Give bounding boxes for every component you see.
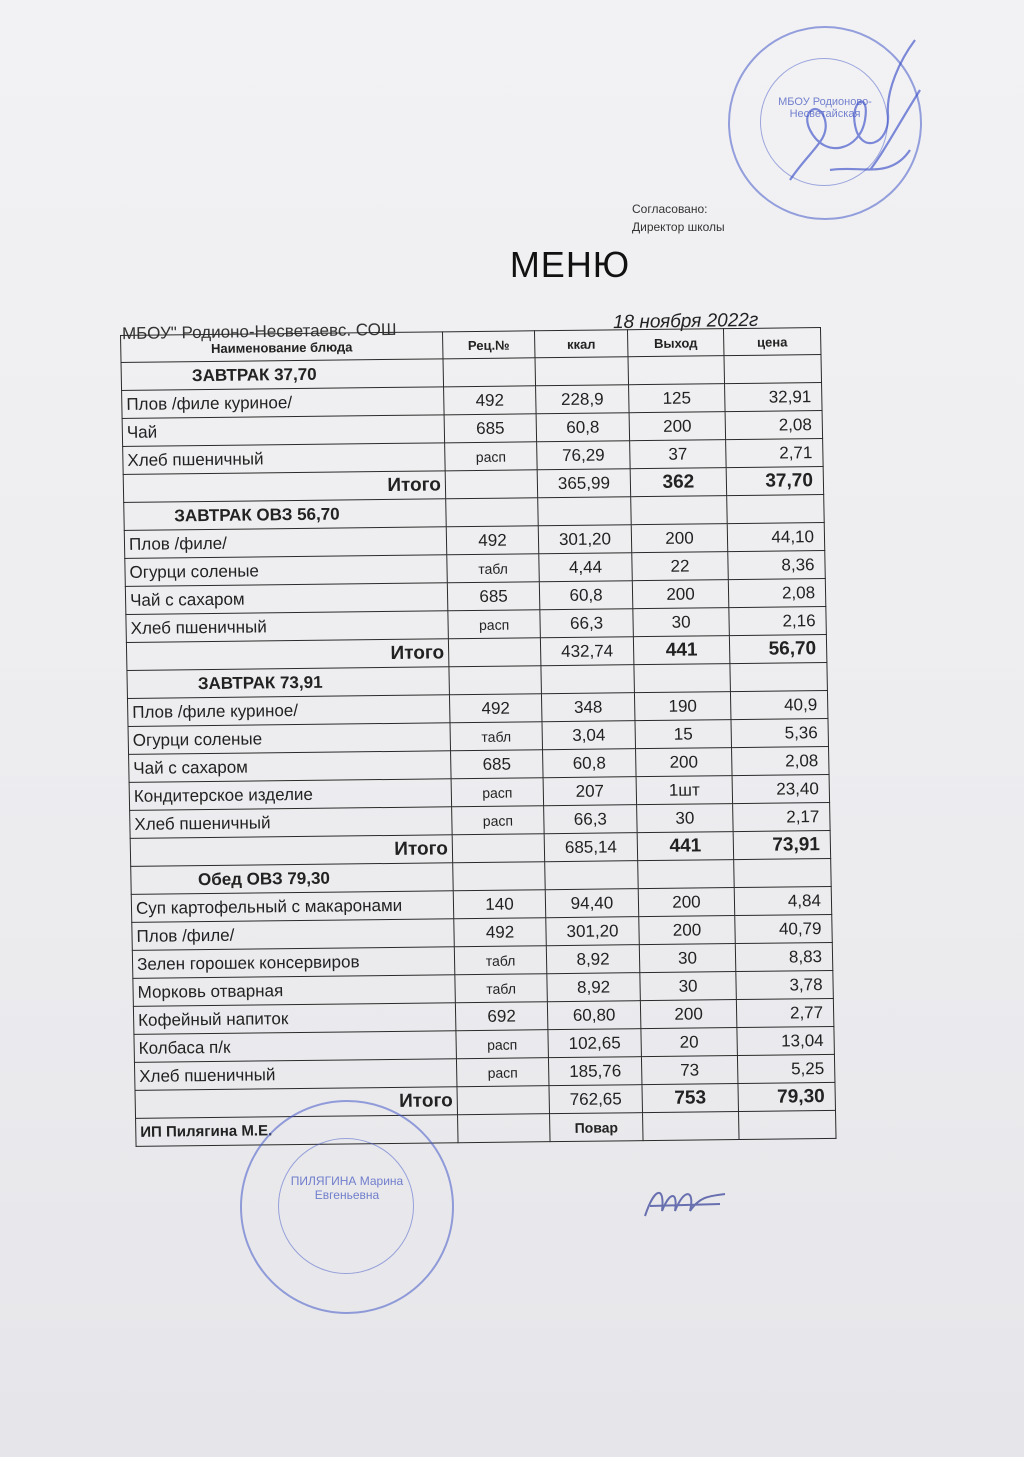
header-output: Выход <box>627 329 724 357</box>
seal-text: МБОУ Родионово-Несветайская <box>778 96 872 120</box>
kcal-value: 4,44 <box>539 553 633 582</box>
empty-cell <box>724 355 822 384</box>
recipe-number: 692 <box>455 1002 548 1031</box>
empty-cell <box>538 497 632 526</box>
header-price: цена <box>723 328 821 356</box>
kcal-value: 60,80 <box>547 1001 641 1030</box>
output-value: 200 <box>638 888 735 917</box>
dish-name: Огурци соленые <box>125 555 448 587</box>
dish-name: Хлеб пшеничный <box>126 611 449 643</box>
recipe-number: расп <box>456 1058 549 1087</box>
recipe-number: табл <box>447 554 540 583</box>
dish-name: Плов /филе куриное/ <box>127 695 450 727</box>
total-kcal: 365,99 <box>537 469 631 498</box>
total-kcal: 432,74 <box>540 637 634 666</box>
recipe-number: расп <box>452 806 545 835</box>
approval-role: Директор школы <box>632 220 725 234</box>
total-label: Итого <box>135 1087 458 1119</box>
dish-name: Колбаса п/к <box>134 1031 457 1063</box>
empty-cell <box>628 356 725 385</box>
total-output: 753 <box>642 1084 739 1113</box>
recipe-number: табл <box>455 974 548 1003</box>
kcal-value: 60,8 <box>543 749 637 778</box>
price-value: 3,78 <box>736 970 834 999</box>
output-value: 200 <box>636 748 733 777</box>
price-value: 4,84 <box>734 886 832 915</box>
price-value: 2,08 <box>728 579 826 608</box>
dish-name: Кофейный напиток <box>133 1003 456 1035</box>
director-signature <box>770 30 940 210</box>
output-value: 30 <box>633 608 730 637</box>
empty-cell <box>452 834 545 863</box>
kcal-value: 66,3 <box>540 609 634 638</box>
kcal-value: 60,8 <box>539 581 633 610</box>
kcal-value: 94,40 <box>545 889 639 918</box>
recipe-number: 685 <box>444 414 537 443</box>
price-value: 2,77 <box>736 998 834 1027</box>
kcal-value: 301,20 <box>538 525 632 554</box>
output-value: 30 <box>640 972 737 1001</box>
output-value: 73 <box>641 1056 738 1085</box>
total-kcal: 762,65 <box>549 1085 643 1114</box>
school-name: МБОУ" Родионо-Несветаевс. СОШ <box>121 319 397 344</box>
total-label: Итого <box>130 835 453 867</box>
empty-cell <box>739 1110 837 1139</box>
empty-cell <box>448 638 541 667</box>
empty-cell <box>541 665 635 694</box>
total-output: 441 <box>633 636 730 665</box>
menu-table <box>120 327 837 1147</box>
recipe-number: 492 <box>444 386 537 415</box>
empty-cell <box>727 495 825 524</box>
recipe-number: 492 <box>454 918 547 947</box>
kcal-value: 60,8 <box>536 413 630 442</box>
empty-cell <box>631 496 728 525</box>
total-output: 362 <box>630 468 727 497</box>
section-title: Обед ОВЗ 79,30 <box>131 863 454 895</box>
price-value: 2,08 <box>725 411 823 440</box>
output-value: 200 <box>640 1000 737 1029</box>
dish-name: Чай с сахаром <box>125 583 448 615</box>
total-label: Итого <box>123 471 446 503</box>
kcal-value: 207 <box>543 777 637 806</box>
empty-cell <box>458 1114 551 1143</box>
kcal-value: 8,92 <box>546 945 640 974</box>
page-title: МЕНЮ <box>509 244 631 285</box>
header-kcal: ккал <box>534 330 628 358</box>
empty-cell <box>734 858 832 887</box>
recipe-number: расп <box>445 442 538 471</box>
empty-cell <box>453 862 546 891</box>
recipe-number: 685 <box>451 750 544 779</box>
total-label: Итого <box>126 639 449 671</box>
price-value: 8,36 <box>728 551 826 580</box>
total-output: 441 <box>637 832 734 861</box>
dish-name: Зелен горошек консервиров <box>132 947 455 979</box>
total-price: 79,30 <box>738 1082 836 1111</box>
price-value: 8,83 <box>735 942 833 971</box>
total-price: 73,91 <box>733 830 831 859</box>
kcal-value: 185,76 <box>548 1057 642 1086</box>
output-value: 200 <box>632 580 729 609</box>
dish-name: Морковь отварная <box>133 975 456 1007</box>
recipe-number: расп <box>451 778 544 807</box>
kcal-value: 348 <box>541 693 635 722</box>
section-title: ЗАВТРАК 37,70 <box>121 359 444 391</box>
empty-cell <box>449 666 542 695</box>
total-price: 56,70 <box>729 635 827 664</box>
kcal-value: 8,92 <box>547 973 641 1002</box>
empty-cell <box>545 861 639 890</box>
empty-cell <box>730 663 828 692</box>
output-value: 200 <box>631 524 728 553</box>
price-value: 13,04 <box>737 1026 835 1055</box>
empty-cell <box>638 860 735 889</box>
section-title: ЗАВТРАК ОВЗ 56,70 <box>124 499 447 531</box>
empty-cell <box>634 664 731 693</box>
dish-name: Хлеб пшеничный <box>123 443 446 475</box>
dish-name: Суп картофельный с макаронами <box>131 891 454 923</box>
header-recipe-number: Рец.№ <box>442 331 535 359</box>
kcal-value: 102,65 <box>548 1029 642 1058</box>
vendor-name: ИП Пилягина М.Е. <box>136 1115 459 1147</box>
approval-label: Согласовано: <box>632 202 708 216</box>
empty-cell <box>445 470 538 499</box>
role-label: Повар <box>550 1113 644 1142</box>
recipe-number: 685 <box>447 582 540 611</box>
price-value: 2,71 <box>726 439 824 468</box>
dish-name: Хлеб пшеничный <box>130 807 453 839</box>
dish-name: Плов /филе/ <box>124 527 447 559</box>
output-value: 125 <box>629 384 726 413</box>
empty-cell <box>443 358 536 387</box>
approval-block <box>632 200 725 236</box>
dish-name: Плов /филе куриное/ <box>122 387 445 419</box>
dish-name: Чай с сахаром <box>129 751 452 783</box>
dish-name: Хлеб пшеничный <box>134 1059 457 1091</box>
price-value: 5,25 <box>737 1054 835 1083</box>
vendor-seal-inner-ring <box>278 1138 414 1274</box>
cook-signature <box>640 1176 730 1226</box>
output-value: 22 <box>632 552 729 581</box>
recipe-number: 492 <box>449 694 542 723</box>
empty-cell <box>535 357 629 386</box>
price-value: 2,08 <box>732 746 830 775</box>
output-value: 30 <box>639 944 736 973</box>
output-value: 190 <box>634 692 731 721</box>
empty-cell <box>457 1086 550 1115</box>
recipe-number: табл <box>454 946 547 975</box>
dish-name: Плов /филе/ <box>132 919 455 951</box>
output-value: 30 <box>637 804 734 833</box>
price-value: 40,79 <box>735 914 833 943</box>
price-value: 2,16 <box>729 607 827 636</box>
section-title: ЗАВТРАК 73,91 <box>127 667 450 699</box>
output-value: 1шт <box>636 776 733 805</box>
recipe-number: расп <box>456 1030 549 1059</box>
price-value: 2,17 <box>733 802 831 831</box>
kcal-value: 301,20 <box>546 917 640 946</box>
empty-cell <box>446 498 539 527</box>
price-value: 5,36 <box>731 718 829 747</box>
recipe-number: табл <box>450 722 543 751</box>
total-price: 37,70 <box>726 467 824 496</box>
recipe-number: расп <box>448 610 541 639</box>
signature-cell <box>643 1112 740 1141</box>
output-value: 37 <box>630 440 727 469</box>
kcal-value: 3,04 <box>542 721 636 750</box>
vendor-seal-stamp <box>240 1100 454 1314</box>
kcal-value: 66,3 <box>544 805 638 834</box>
price-value: 44,10 <box>727 523 825 552</box>
recipe-number: 140 <box>453 890 546 919</box>
total-kcal: 685,14 <box>544 833 638 862</box>
dish-name: Чай <box>122 415 445 447</box>
vendor-seal-text: ПИЛЯГИНА Марина Евгеньевна <box>290 1174 404 1202</box>
price-value: 40,9 <box>730 690 828 719</box>
recipe-number: 492 <box>446 526 539 555</box>
price-value: 32,91 <box>725 383 823 412</box>
output-value: 200 <box>639 916 736 945</box>
output-value: 200 <box>629 412 726 441</box>
menu-date: 18 ноября 2022г <box>612 309 759 334</box>
output-value: 15 <box>635 720 732 749</box>
dish-name: Огурци соленые <box>128 723 451 755</box>
output-value: 20 <box>641 1028 738 1057</box>
dish-name: Кондитерское изделие <box>129 779 452 811</box>
kcal-value: 76,29 <box>537 441 631 470</box>
kcal-value: 228,9 <box>536 385 630 414</box>
header-dish-name: Наименование блюда <box>121 332 443 363</box>
price-value: 23,40 <box>732 774 830 803</box>
